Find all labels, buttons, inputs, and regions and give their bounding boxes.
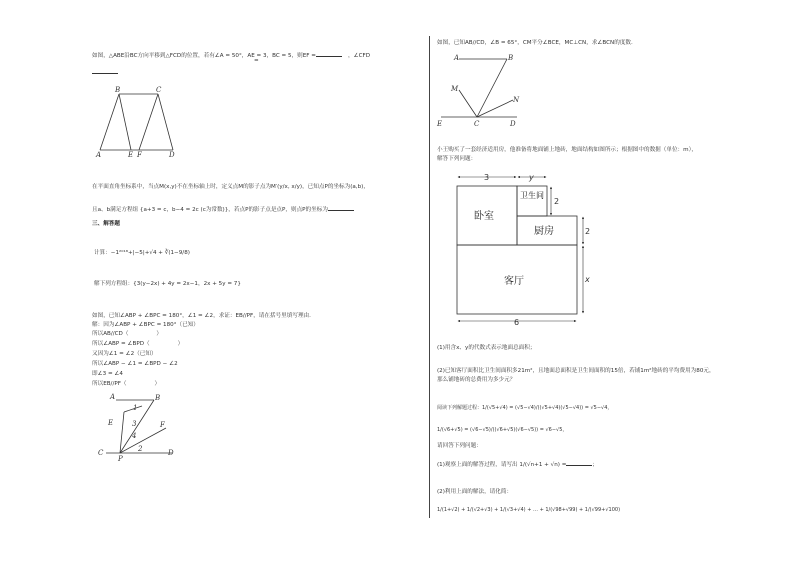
label-E: E — [437, 120, 443, 128]
question-shadow-point: 在平面直角坐标系中，当点M(x,y)不在坐标轴上时，定义点M的影子点为M′(y/x, x/y)，已知点P的坐标为(a,b)， — [92, 184, 369, 190]
question-system: 解下列方程组：{3(y−2x) + 4y = 2x−1，2x + 5y = 7} — [94, 281, 241, 287]
answer-blank-line — [92, 68, 118, 77]
figure-parallel-lines — [98, 392, 188, 464]
proof-line: 又因为∠1 = ∠2（已知） — [92, 351, 157, 357]
proof-line: 所以∠ABP − ∠1 = ∠BPD − ∠2 — [92, 361, 178, 367]
dim-x: x — [585, 275, 590, 284]
proof-line: 解：因为∠ABP + ∠BPC = 180°（已知） — [92, 322, 199, 328]
question-house-part2b: 那么铺地砖的总费用为多少元？ — [437, 377, 516, 383]
label-A: A — [110, 393, 116, 401]
label-B: B — [508, 54, 514, 62]
question-rationalize: 阅读下列解题过程：1/(√5+√4) = (√5−√4)/((√5+√4)(√5−√4)) = √5−√4， — [437, 405, 613, 411]
answer-blank — [328, 205, 354, 211]
question-house-part2: (2)已知客厅面积比卫生间面积多21m²，且地面总面积是卫生间面积的15倍，若铺1m²地砖的平均费用为80元， — [437, 368, 715, 374]
room-living: 客厅 — [504, 276, 524, 287]
label-D: D — [510, 120, 516, 128]
equals-sign: = — [254, 58, 259, 64]
label-D: D — [169, 151, 175, 159]
label-M: M — [451, 85, 459, 93]
question-house: 小王购买了一套经济适用房，他准备将地面铺上地砖，地面结构如图所示；根据图中的数据（单位：m）， — [437, 147, 697, 153]
proof-line: 所以AB//CD（ ） — [92, 331, 162, 337]
column-divider — [429, 36, 430, 518]
label-D: D — [168, 449, 174, 457]
answer-blank — [566, 460, 592, 466]
dim-6: 6 — [514, 318, 520, 327]
label-3: 3 — [132, 420, 137, 428]
question-calculate: 计算：−1²⁰¹⁸+|−5|+√4 + ∛(1−9/8) — [94, 250, 190, 256]
dim-3: 3 — [484, 173, 490, 182]
label-B: B — [155, 394, 161, 402]
question-translate: 如图，△ABE沿BC方向平移到△FCD的位置，若有∠A = 50°，AE = 3，BC = 5，则EF = ，∠CFD — [92, 53, 371, 59]
label-F: F — [137, 151, 142, 159]
label-2: 2 — [138, 445, 143, 453]
proof-line: 所以EB//PF（ ） — [92, 381, 161, 387]
rationalize-prompt: 请回答下列问题： — [437, 443, 482, 449]
label-C: C — [98, 449, 104, 457]
label-A: A — [96, 151, 102, 159]
figure-angle — [437, 50, 527, 130]
proof-line: 即∠3 = ∠4 — [92, 371, 123, 377]
figure-translation — [95, 86, 185, 158]
label-B: B — [115, 86, 121, 94]
label-E: E — [128, 151, 134, 159]
dim-2-lower: 2 — [585, 227, 591, 236]
label-4: 4 — [132, 432, 137, 440]
question-house-2: 解答下列问题： — [437, 156, 477, 162]
dim-2-upper: 2 — [554, 197, 560, 206]
label-C: C — [474, 120, 480, 128]
label-C: C — [156, 86, 162, 94]
question-house-part1: (1)用含x、y的代数式表示地面总面积； — [437, 345, 536, 351]
rationalize-example: 1/(√6+√5) = (√6−√5)/((√6+√5)(√6−√5)) = √6−√5， — [437, 427, 568, 433]
label-F: F — [160, 421, 165, 429]
label-N: N — [513, 96, 520, 104]
label-P: P — [118, 455, 123, 463]
rationalize-part1: (1)观察上面的解答过程，请写出 1/(√n+1 + √n) = ； — [437, 462, 599, 468]
answer-blank — [316, 51, 342, 57]
floorplan-diagram — [450, 164, 610, 334]
question-angle: 如图，已知AB//CD，∠B = 65°，CM平分∠BCE，MC⊥CN，求∠BCN的度数. — [437, 40, 633, 46]
section-heading: 三、解答题 — [92, 221, 120, 227]
dim-y: y — [529, 173, 534, 182]
question-shadow-point-2: 且a、b满足方程组 {a+3 = c，b−4 = 2c (c为常数)}，若点P的影子点是点P，则点P的坐标为 — [92, 205, 354, 214]
rationalize-sum: 1/(1+√2) + 1/(√2+√3) + 1/(√3+√4) + … + 1/(√98+√99) + 1/(√99+√100) — [437, 507, 621, 513]
label-E: E — [108, 419, 114, 427]
room-bedroom: 卧室 — [474, 211, 494, 222]
room-kitchen: 厨房 — [534, 226, 554, 237]
rationalize-part2: (2)利用上面的解法，请化简： — [437, 489, 513, 495]
question-parallel: 如图，已知∠ABP + ∠BPC = 180°，∠1 = ∠2，求证：EB//PF，请在括号里填写理由. — [92, 313, 311, 319]
room-bathroom: 卫生间 — [520, 191, 544, 200]
label-A: A — [454, 54, 460, 62]
label-1: 1 — [133, 404, 138, 412]
proof-line: 所以∠ABP = ∠BPD（ ） — [92, 341, 184, 347]
